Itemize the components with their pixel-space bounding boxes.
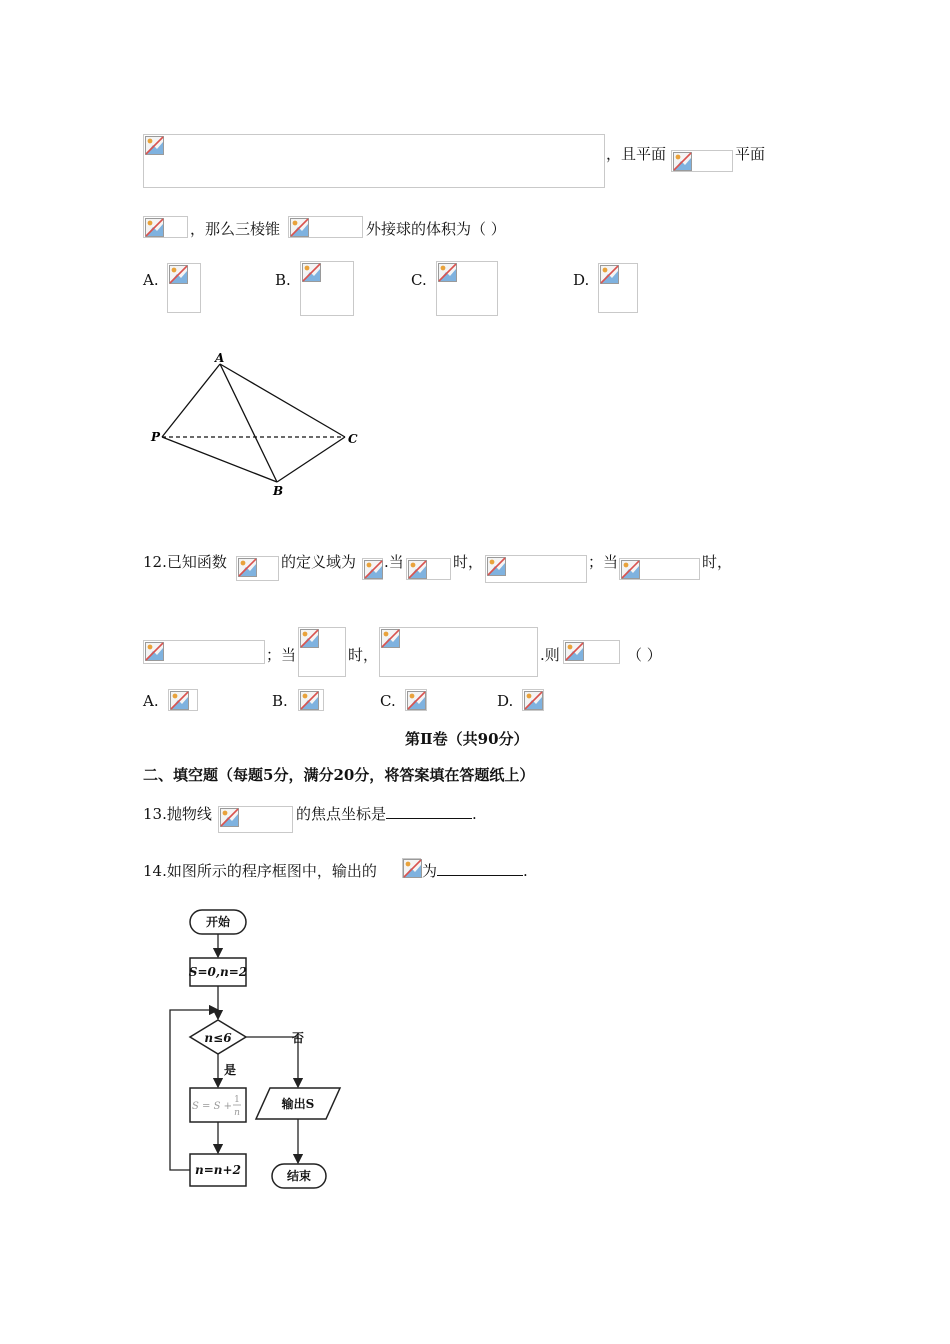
q12-text: 时， xyxy=(348,646,379,664)
flow-no-branch xyxy=(246,1037,298,1087)
broken-image-icon xyxy=(300,691,319,710)
flow-end-label: 结束 xyxy=(286,1169,312,1183)
option-label: B. xyxy=(275,271,291,289)
option-image xyxy=(436,261,498,316)
formula-image xyxy=(298,627,346,677)
edge-pb xyxy=(162,437,277,482)
edge-ac xyxy=(220,364,345,437)
flow-update-n-label: n=n+2 xyxy=(195,1163,241,1177)
vertex-label-a: A xyxy=(215,351,225,365)
formula-image xyxy=(362,558,383,580)
q11-text: 外接球的体积为（ ） xyxy=(366,220,506,238)
option-image xyxy=(168,689,198,711)
section-heading: 二、填空题（每题5分，满分20分，将答案填在答题纸上） xyxy=(143,766,535,784)
q11-text: ，且平面 xyxy=(606,145,667,163)
option-label: B. xyxy=(272,692,288,710)
broken-image-icon xyxy=(673,152,692,171)
q14-mid: 为 xyxy=(422,862,438,880)
broken-image-icon xyxy=(408,560,427,579)
q13-suffix-text: 的焦点坐标是 xyxy=(296,805,387,823)
flow-update-s-label: S = S + xyxy=(192,1101,232,1112)
broken-image-icon xyxy=(524,691,543,710)
q12-text: 时， xyxy=(702,553,733,571)
q14-end: . xyxy=(523,862,528,880)
q12-text: （ ） xyxy=(627,646,662,664)
q14-prefix: 14.如图所示的程序框图中，输出的 xyxy=(143,862,377,880)
broken-image-icon xyxy=(238,558,257,577)
pyramid-figure xyxy=(140,348,380,508)
q12-prefix: 12.已知函数 xyxy=(143,553,227,571)
flow-start-label: 开始 xyxy=(205,915,231,929)
q12-text: ；当 xyxy=(266,646,297,664)
formula-image xyxy=(236,556,279,581)
broken-image-icon xyxy=(487,557,506,576)
flow-cond-label: n≤6 xyxy=(204,1031,232,1045)
broken-image-icon xyxy=(403,859,422,878)
formula-image xyxy=(379,627,538,677)
broken-image-icon xyxy=(302,263,321,282)
flowchart xyxy=(160,902,360,1202)
option-image xyxy=(405,689,427,711)
broken-image-icon xyxy=(170,691,189,710)
q12-text: .则 xyxy=(540,646,560,664)
broken-image-icon xyxy=(621,560,640,579)
formula-image xyxy=(143,640,265,664)
q12-text: ；当 xyxy=(588,553,619,571)
option-label: C. xyxy=(380,692,396,710)
broken-image-icon xyxy=(145,642,164,661)
option-image xyxy=(522,689,544,711)
formula-image xyxy=(218,806,293,833)
formula-image xyxy=(143,134,605,188)
flow-no-label: 否 xyxy=(291,1031,305,1045)
q13-suffix xyxy=(296,803,477,824)
flow-output-label: 输出S xyxy=(281,1097,315,1111)
formula-image xyxy=(619,558,700,580)
formula-image xyxy=(402,858,421,878)
broken-image-icon xyxy=(407,691,426,710)
option-image xyxy=(298,689,324,711)
q11-text: 平面 xyxy=(735,145,766,163)
formula-image xyxy=(671,150,733,172)
broken-image-icon xyxy=(145,136,164,155)
broken-image-icon xyxy=(290,218,309,237)
broken-image-icon xyxy=(300,629,319,648)
vertex-label-p: P xyxy=(151,430,161,444)
q13-prefix: 13.抛物线 xyxy=(143,805,212,823)
flow-frac-num: 1 xyxy=(234,1095,240,1105)
formula-image xyxy=(143,216,188,238)
option-image xyxy=(167,263,201,313)
formula-image xyxy=(563,640,620,664)
q12-text: .当 xyxy=(384,553,404,571)
option-label: D. xyxy=(497,692,514,710)
flow-frac-den: n xyxy=(234,1108,240,1118)
answer-blank xyxy=(437,861,523,876)
option-image xyxy=(598,263,638,313)
formula-image xyxy=(485,555,587,583)
option-label: A. xyxy=(143,692,159,710)
option-label: A. xyxy=(143,271,159,289)
option-label: D. xyxy=(573,271,590,289)
broken-image-icon xyxy=(364,560,383,579)
broken-image-icon xyxy=(565,642,584,661)
option-label: C. xyxy=(411,271,427,289)
q11-text: ，那么三棱锥 xyxy=(190,220,281,238)
flow-yes-label: 是 xyxy=(223,1063,237,1077)
q14-suffix xyxy=(422,860,528,881)
broken-image-icon xyxy=(600,265,619,284)
vertex-label-b: B xyxy=(273,484,284,498)
broken-image-icon xyxy=(169,265,188,284)
q12-text: 的定义域为 xyxy=(281,553,357,571)
edge-ab xyxy=(220,364,277,482)
broken-image-icon xyxy=(438,263,457,282)
q13-end: . xyxy=(472,805,477,823)
broken-image-icon xyxy=(145,218,164,237)
q12-text: 时， xyxy=(453,553,484,571)
answer-blank xyxy=(386,804,472,819)
broken-image-icon xyxy=(220,808,239,827)
edge-pa xyxy=(162,364,220,437)
edge-bc xyxy=(277,437,345,482)
option-image xyxy=(300,261,354,316)
vertex-label-c: C xyxy=(348,432,358,446)
flow-init-label: S=0,n=2 xyxy=(188,965,248,979)
section-title: 第Ⅱ卷（共90分） xyxy=(405,730,529,748)
formula-image xyxy=(406,558,451,580)
formula-image xyxy=(288,216,363,238)
broken-image-icon xyxy=(381,629,400,648)
